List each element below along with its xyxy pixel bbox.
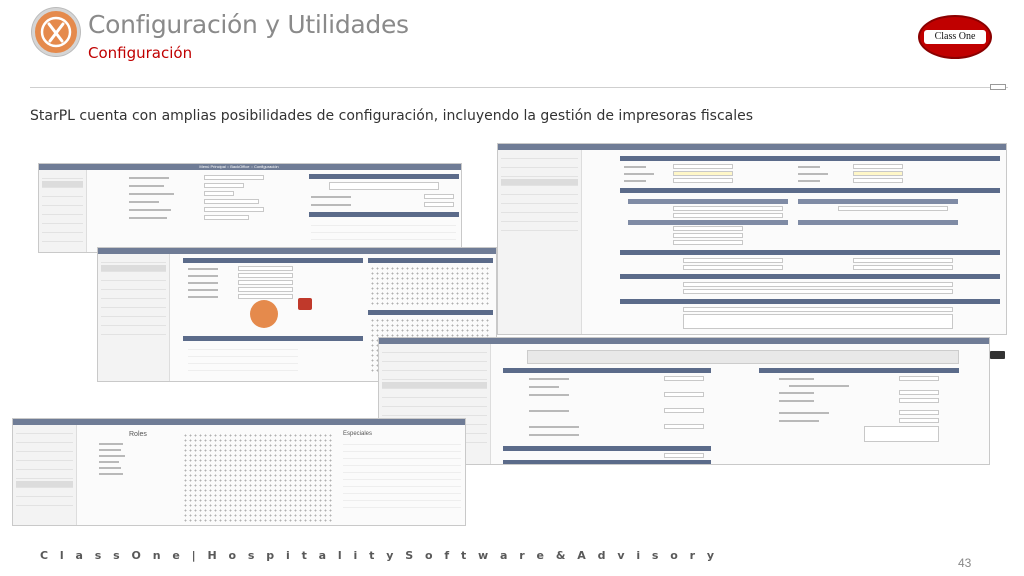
- screenshot-config-general: [38, 163, 462, 253]
- screenshot-printers: [378, 337, 990, 465]
- camera-icon: [298, 298, 312, 310]
- page-subtitle: Configuración: [88, 44, 193, 62]
- header-divider: [30, 87, 1008, 88]
- screenshot-printer-config: [497, 143, 1007, 335]
- utensils-icon: [250, 300, 278, 328]
- brand-label: Class One: [924, 30, 986, 44]
- brand-logo: [918, 15, 992, 59]
- logo-fork-knife-icon: [32, 8, 80, 56]
- screenshot-roles: [12, 418, 466, 526]
- footer-brand: C l a s s O n e | H o s p i t a l i t y S o f t w a r e & A d v i s o r y: [40, 549, 719, 562]
- screenshot-bar-title: Menú Principal :: BackOffice :: Configuración: [199, 164, 279, 169]
- divider-end-box: [990, 84, 1006, 90]
- chat-icon: [990, 351, 1005, 359]
- page-number: 43: [958, 556, 972, 570]
- roles-label: Roles: [129, 431, 147, 438]
- page-title: Configuración y Utilidades: [88, 10, 409, 39]
- intro-text: StarPL cuenta con amplias posibilidades de configuración, incluyendo la gestión de impresoras fiscales: [30, 108, 754, 124]
- especiales-label: Especiales: [343, 431, 373, 437]
